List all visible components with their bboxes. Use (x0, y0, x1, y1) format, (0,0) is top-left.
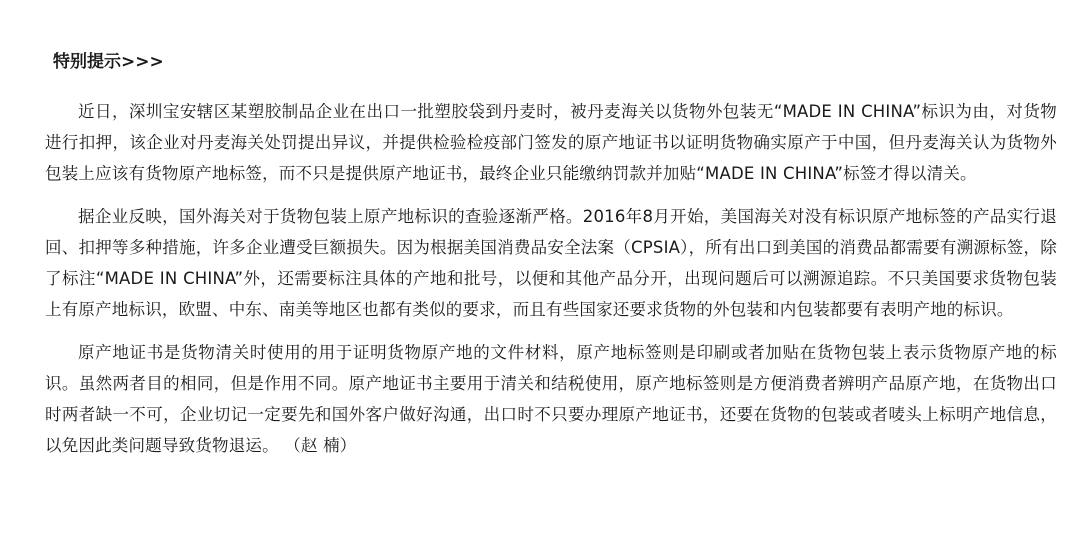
paragraph-3: 原产地证书是货物清关时使用的用于证明货物原产地的文件材料，原产地标签则是印刷或者加贴在货物包装上表示货物原产地的标识。虽然两者目的相同，但是作用不同。原产地证书主要用于清关和结税使用，原产地标签则是方便消费者辨明产品原产地，在货物出口时两者缺一不可，企业切记一定要先和国外客户做好沟通，出口时不只要办理原产地证书，还要在货物的包装或者唛头上标明产地信息，以免因此类问题导致货物退运。 （赵 楠） (45, 343, 1057, 455)
paragraph-2: 据企业反映，国外海关对于货物包装上原产地标识的查验逐渐严格。2016年8月开始，美国海关对没有标识原产地标签的产品实行退回、扣押等多种措施，许多企业遭受巨额损失。因为根据美国消费品安全法案（CPSIA），所有出口到美国的消费品都需要有溯源标签，除了标注“MADE IN CHINA”外，还需要标注具体的产地和批号，以便和其他产品分开，出现问题后可以溯源追踪。不只美国要求货物包装上有原产地标识，欧盟、中东、南美等地区也都有类似的要求，而且有些国家还要求货物的外包装和内包装都要有表明产地的标识。 (45, 207, 1057, 319)
article (45, 48, 1057, 473)
section-heading: 特别提示>>> (53, 52, 164, 72)
paragraph-1: 近日，深圳宝安辖区某塑胶制品企业在出口一批塑胶袋到丹麦时，被丹麦海关以货物外包装无“MADE IN CHINA”标识为由，对货物进行扣押，该企业对丹麦海关处罚提出异议，并提供检验检疫部门签发的原产地证书以证明货物确实原产于中国，但丹麦海关认为货物外包装上应该有货物原产地标签，而不只是提供原产地证书，最终企业只能缴纳罚款并加贴“MADE IN CHINA”标签才得以清关。 (45, 102, 1057, 183)
